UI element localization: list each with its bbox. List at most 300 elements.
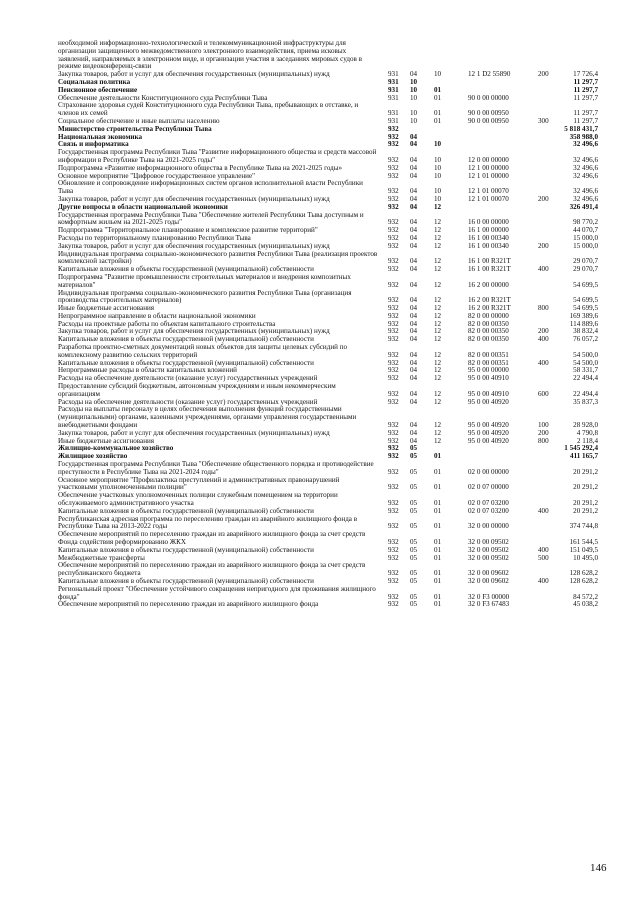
subsection-code: 01 <box>434 569 442 578</box>
row-description: Жилищное хозяйство <box>58 452 128 461</box>
expense-type-code: 800 <box>538 436 549 445</box>
amount: 358 988,0 <box>569 132 598 141</box>
ministry-code: 932 <box>388 569 399 578</box>
amount: 17 726,4 <box>573 70 598 79</box>
row-description: Региональный проект "Обеспечение устойчивого сокращения непригодного для проживания жилищного фонда" <box>58 584 376 601</box>
section-code: 05 <box>410 553 418 562</box>
row-description: Межбюджетные трансферты <box>58 553 145 562</box>
row-description: Предоставление субсидий бюджетным, автономным учреждениям и иным некоммерческим организациям <box>58 382 336 398</box>
target-article-code: 32 0 00 09602 <box>468 576 509 585</box>
subsection-code: 01 <box>434 499 442 508</box>
target-article-code: 16 2 00 R321T <box>468 304 511 313</box>
section-code: 05 <box>410 444 418 453</box>
target-article-code: 82 0 00 00350 <box>468 327 509 336</box>
amount: 5 818 431,7 <box>564 124 598 133</box>
ministry-code: 932 <box>388 467 399 476</box>
target-article-code: 16 0 00 00000 <box>468 218 509 227</box>
amount: 76 057,2 <box>573 335 598 344</box>
row-description: Капитальные вложения в объекты государственной (муниципальной) собственности <box>58 335 314 344</box>
subsection-code: 10 <box>434 155 442 164</box>
amount: 32 496,6 <box>573 155 598 164</box>
expense-type-code: 300 <box>538 116 549 125</box>
row-description: необходимой информационно-технологической и телекоммуникационной инфраструктуры для организации защищенного межведомственного электронного взаимодействия, приема исковых заявлений, направляемых в электронном виде, и организации участия в заседаниях мировых судов в режиме видеоконференц-связи <box>58 39 362 71</box>
target-article-code: 95 0 00 00000 <box>468 366 509 375</box>
amount: 128 628,2 <box>569 576 598 585</box>
section-code: 04 <box>410 319 418 328</box>
ministry-code: 932 <box>388 389 399 398</box>
row-description: Закупка товаров, работ и услуг для обеспечения государственных (муниципальных) нужд <box>58 327 330 336</box>
row-description: Подпрограмма "Развитие промышленности строительных материалов и внедрения композитных материалов" <box>58 272 351 289</box>
row-description: Основное мероприятие "Цифровое государственное управление" <box>58 171 256 180</box>
ministry-code: 932 <box>388 202 399 211</box>
subsection-code: 01 <box>434 109 442 118</box>
section-code: 04 <box>410 140 418 149</box>
amount: 35 837,3 <box>573 397 598 406</box>
amount: 45 038,2 <box>573 600 598 609</box>
section-code: 04 <box>410 257 418 266</box>
ministry-code: 932 <box>388 522 399 531</box>
expense-type-code: 400 <box>538 576 549 585</box>
table-row <box>58 71 598 79</box>
target-article-code: 02 0 00 00000 <box>468 467 509 476</box>
subsection-code: 10 <box>434 70 442 79</box>
subsection-code: 12 <box>434 428 442 437</box>
ministry-code: 932 <box>388 592 399 601</box>
section-code: 04 <box>410 436 418 445</box>
expense-type-code: 400 <box>538 545 549 554</box>
subsection-code: 10 <box>434 187 442 196</box>
section-code: 04 <box>410 397 418 406</box>
subsection-code: 01 <box>434 553 442 562</box>
amount: 11 297,7 <box>573 116 598 125</box>
budget-table <box>58 40 598 609</box>
row-description: Обеспечение мероприятий по переселению граждан из аварийного жилищного фонда за счет средств республиканского бюджета <box>58 561 366 578</box>
target-article-code: 02 0 07 00000 <box>468 483 509 492</box>
ministry-code: 932 <box>388 187 399 196</box>
row-description: Национальная экономика <box>58 132 143 141</box>
subsection-code: 12 <box>434 327 442 336</box>
subsection-code: 01 <box>434 600 442 609</box>
section-code: 04 <box>410 428 418 437</box>
row-description: Обеспечение мероприятий по переселению граждан из аварийного жилищного фонда <box>58 600 319 609</box>
target-article-code: 16 1 00 00000 <box>468 226 509 235</box>
amount: 11 297,7 <box>573 77 598 86</box>
row-description: Расходы на обеспечение деятельности (оказание услуг) государственных учреждений <box>58 397 318 406</box>
section-code: 05 <box>410 522 418 531</box>
amount: 28 928,0 <box>573 421 598 430</box>
subsection-code: 01 <box>434 576 442 585</box>
expense-type-code: 500 <box>538 553 549 562</box>
section-code: 05 <box>410 506 418 515</box>
target-article-code: 95 0 00 40920 <box>468 436 509 445</box>
row-description: Разработка проектно-сметных документаций новых объектов для защиты целевых субсидий по комплексному развитию сельских территорий <box>58 343 348 359</box>
target-article-code: 95 0 00 40920 <box>468 421 509 430</box>
amount: 44 070,7 <box>573 226 598 235</box>
amount: 161 544,5 <box>569 538 598 546</box>
subsection-code: 12 <box>434 358 442 367</box>
subsection-code: 01 <box>434 545 442 554</box>
row-description: Индивидуальная программа социально-экономического развития Республики Тыва (организация производства строительных материалов) <box>58 288 352 305</box>
target-article-code: 32 0 00 09502 <box>468 545 509 554</box>
amount: 54 699,5 <box>573 304 598 313</box>
row-description: Основное мероприятие "Профилактика преступлений и административных правонарушений участковыми уполномоченными полиции" <box>58 475 340 492</box>
row-description: Капитальные вложения в объекты государственной (муниципальной) собственности <box>58 545 314 554</box>
target-article-code: 95 0 00 40910 <box>468 374 509 383</box>
section-code: 04 <box>410 187 418 196</box>
ministry-code: 932 <box>388 124 399 133</box>
section-code: 04 <box>410 350 418 359</box>
subsection-code: 10 <box>434 163 442 172</box>
row-description: Расходы на проектные работы по объектам капитального строительства <box>58 319 276 328</box>
amount: 54 500,0 <box>573 358 598 367</box>
expense-type-code: 800 <box>538 304 549 313</box>
ministry-code: 932 <box>388 452 399 461</box>
subsection-code: 12 <box>434 374 442 383</box>
target-article-code: 90 0 00 00000 <box>468 93 509 102</box>
section-code: 04 <box>410 421 418 430</box>
subsection-code: 12 <box>434 233 442 242</box>
ministry-code: 932 <box>388 132 399 141</box>
section-code: 04 <box>410 374 418 383</box>
section-code: 10 <box>410 116 418 125</box>
table-row <box>58 461 598 477</box>
section-code: 05 <box>410 499 418 508</box>
ministry-code: 932 <box>388 304 399 313</box>
expense-type-code: 200 <box>538 428 549 437</box>
ministry-code: 932 <box>388 428 399 437</box>
expense-type-code: 200 <box>538 327 549 336</box>
target-article-code: 95 0 00 40910 <box>468 389 509 398</box>
amount: 20 291,2 <box>573 506 598 515</box>
amount: 32 496,6 <box>573 163 598 172</box>
ministry-code: 932 <box>388 155 399 164</box>
section-code: 04 <box>410 218 418 227</box>
target-article-code: 90 0 00 00950 <box>468 116 509 125</box>
subsection-code: 12 <box>434 366 442 375</box>
row-description: Социальная политика <box>58 77 131 86</box>
subsection-code: 01 <box>434 452 442 461</box>
target-article-code: 82 0 00 00351 <box>468 350 509 359</box>
section-code: 04 <box>410 155 418 164</box>
target-article-code: 82 0 00 00000 <box>468 311 509 320</box>
ministry-code: 932 <box>388 296 399 305</box>
target-article-code: 02 0 07 03200 <box>468 499 509 508</box>
subsection-code: 12 <box>434 350 442 359</box>
section-code: 10 <box>410 109 418 118</box>
subsection-code: 12 <box>434 226 442 235</box>
amount: 84 572,2 <box>573 592 598 601</box>
subsection-code: 10 <box>434 140 442 149</box>
ministry-code: 932 <box>388 506 399 515</box>
subsection-code: 12 <box>434 335 442 344</box>
table-row <box>58 477 598 493</box>
target-article-code: 12 1 01 00070 <box>468 194 509 203</box>
expense-type-code: 400 <box>538 506 549 515</box>
ministry-code: 932 <box>388 553 399 562</box>
target-article-code: 16 2 00 00000 <box>468 280 509 289</box>
table-row <box>58 586 598 602</box>
subsection-code: 12 <box>434 436 442 445</box>
section-code: 10 <box>410 77 418 86</box>
row-description: Капитальные вложения в объекты государственной (муниципальной) собственности <box>58 576 314 585</box>
row-description: Министерство строительства Республики Тыва <box>58 124 212 133</box>
section-code: 10 <box>410 93 418 102</box>
ministry-code: 932 <box>388 335 399 344</box>
section-code: 05 <box>410 600 418 609</box>
expense-type-code: 400 <box>538 265 549 274</box>
subsection-code: 12 <box>434 218 442 227</box>
ministry-code: 931 <box>388 116 399 125</box>
amount: 58 331,7 <box>573 366 598 375</box>
table-row <box>58 290 598 306</box>
row-description: Республиканская адресная программа по переселению граждан из аварийного жилищного фонда в Республике Тыва на 2013-2022 годы <box>58 514 358 531</box>
target-article-code: 32 0 00 09602 <box>468 569 509 578</box>
target-article-code: 82 0 00 00351 <box>468 358 509 367</box>
subsection-code: 12 <box>434 397 442 406</box>
subsection-code: 01 <box>434 85 442 94</box>
target-article-code: 32 0 F3 00000 <box>468 592 510 601</box>
target-article-code: 32 0 00 00000 <box>468 522 509 531</box>
section-code: 04 <box>410 358 418 367</box>
amount: 32 496,6 <box>573 140 598 149</box>
ministry-code: 931 <box>388 93 399 102</box>
amount: 169 389,6 <box>569 311 598 320</box>
subsection-code: 12 <box>434 389 442 398</box>
ministry-code: 932 <box>388 241 399 250</box>
target-article-code: 95 0 00 40920 <box>468 397 509 406</box>
table-row <box>58 601 598 609</box>
subsection-code: 01 <box>434 538 442 546</box>
row-description: Закупка товаров, работ и услуг для обеспечения государственных (муниципальных) нужд <box>58 428 330 437</box>
amount: 10 495,0 <box>573 553 598 562</box>
amount: 54 699,5 <box>573 280 598 289</box>
table-row <box>58 79 598 87</box>
ministry-code: 932 <box>388 257 399 266</box>
expense-type-code: 400 <box>538 358 549 367</box>
ministry-code: 931 <box>388 77 399 86</box>
table-row <box>58 383 598 399</box>
amount: 20 291,2 <box>573 467 598 476</box>
section-code: 04 <box>410 366 418 375</box>
ministry-code: 932 <box>388 358 399 367</box>
section-code: 10 <box>410 85 418 94</box>
ministry-code: 932 <box>388 140 399 149</box>
ministry-code: 932 <box>388 350 399 359</box>
amount: 29 070,7 <box>573 257 598 266</box>
row-description: Капитальные вложения в объекты государственной (муниципальной) собственности <box>58 506 314 515</box>
row-description: Закупка товаров, работ и услуг для обеспечения государственных (муниципальных) нужд <box>58 241 330 250</box>
target-article-code: 32 0 F3 67483 <box>468 600 510 609</box>
amount: 32 496,6 <box>573 171 598 180</box>
row-description: Связь и информатика <box>58 140 129 149</box>
subsection-code: 12 <box>434 319 442 328</box>
amount: 11 297,7 <box>573 85 598 94</box>
row-description: Государственная программа Республики Тыва "Обеспечение жителей Республики Тыва доступным и комфортным жильем на 2021-2025 годы" <box>58 210 364 227</box>
amount: 20 291,2 <box>573 499 598 508</box>
ministry-code: 932 <box>388 327 399 336</box>
subsection-code: 12 <box>434 241 442 250</box>
amount: 54 699,5 <box>573 296 598 305</box>
row-description: Пенсионное обеспечение <box>58 85 138 94</box>
table-row <box>58 445 598 453</box>
amount: 1 545 292,4 <box>564 444 598 453</box>
target-article-code: 32 0 00 09502 <box>468 553 509 562</box>
row-description: Подпрограмма «Развитие информационного общества в Республике Тыва на 2021-2025 годы» <box>58 163 343 172</box>
amount: 374 744,8 <box>569 522 598 531</box>
section-code: 05 <box>410 483 418 492</box>
section-code: 04 <box>410 233 418 242</box>
target-article-code: 16 2 00 R321T <box>468 296 511 305</box>
section-code: 05 <box>410 569 418 578</box>
row-description: Страхование здоровья судей Конституционного суда Республики Тыва, пребывающих в отставке, и членов их семей <box>58 101 359 118</box>
ministry-code: 932 <box>388 218 399 227</box>
ministry-code: 932 <box>388 436 399 445</box>
ministry-code: 932 <box>388 226 399 235</box>
row-description: Государственная программа Республики Тыва "Обеспечение общественного порядка и противодействие преступности в Республике Тыва на 2021-2024 годы" <box>58 460 374 476</box>
subsection-code: 01 <box>434 93 442 102</box>
ministry-code: 932 <box>388 538 399 546</box>
section-code: 05 <box>410 545 418 554</box>
section-code: 04 <box>410 171 418 180</box>
row-description: Обеспечение мероприятий по переселению граждан из аварийного жилищного фонда за счет средств Фонда содействия реформированию ЖКХ <box>58 530 366 546</box>
target-article-code: 16 1 00 00340 <box>468 233 509 242</box>
ministry-code: 932 <box>388 319 399 328</box>
amount: 98 770,2 <box>573 218 598 227</box>
ministry-code: 932 <box>388 311 399 320</box>
expense-type-code: 200 <box>538 241 549 250</box>
ministry-code: 932 <box>388 171 399 180</box>
row-description: Непрограммные расходы в области капитальных вложений <box>58 366 237 375</box>
row-description: Капитальные вложения в объекты государственной (муниципальной) собственности <box>58 358 314 367</box>
table-row <box>58 406 598 429</box>
ministry-code: 932 <box>388 545 399 554</box>
table-row <box>58 40 598 71</box>
table-row <box>58 274 598 290</box>
table-row <box>58 516 598 532</box>
amount: 411 165,7 <box>570 452 598 461</box>
ministry-code: 932 <box>388 366 399 375</box>
row-description: Жилищно-коммунальное хозяйство <box>58 444 174 453</box>
section-code: 04 <box>410 327 418 336</box>
table-row <box>58 134 598 142</box>
subsection-code: 01 <box>434 483 442 492</box>
amount: 22 494,4 <box>573 389 598 398</box>
expense-type-code: 400 <box>538 335 549 344</box>
amount: 54 500,0 <box>573 350 598 359</box>
ministry-code: 932 <box>388 280 399 289</box>
page-number: 146 <box>590 862 607 874</box>
row-description: Обеспечение деятельности Конституционного суда Республики Тыва <box>58 93 268 102</box>
amount: 128 628,2 <box>569 569 598 578</box>
subsection-code: 12 <box>434 304 442 313</box>
table-row <box>58 149 598 165</box>
row-description: Расходы на обеспечение деятельности (оказание услуг) государственных учреждений <box>58 374 318 383</box>
amount: 151 049,5 <box>569 545 598 554</box>
amount: 32 496,6 <box>573 194 598 203</box>
expense-type-code: 200 <box>538 70 549 79</box>
amount: 32 496,6 <box>573 187 598 196</box>
row-description: Социальное обеспечение и иные выплаты населению <box>58 116 220 125</box>
expense-type-code: 600 <box>538 389 549 398</box>
ministry-code: 932 <box>388 265 399 274</box>
ministry-code: 932 <box>388 421 399 430</box>
amount: 11 297,7 <box>573 109 598 118</box>
table-row <box>58 492 598 508</box>
ministry-code: 932 <box>388 397 399 406</box>
section-code: 04 <box>410 335 418 344</box>
amount: 4 790,8 <box>576 428 598 437</box>
target-article-code: 12 1 01 00070 <box>468 187 509 196</box>
target-article-code: 12 0 00 00000 <box>468 155 509 164</box>
section-code: 04 <box>410 311 418 320</box>
row-description: Государственная программа Республики Тыва "Развитие информационного общества и средств массовой информации в Республике Тыва на 2021-2025 годы" <box>58 148 377 164</box>
amount: 2 118,4 <box>576 436 598 445</box>
section-code: 04 <box>410 202 418 211</box>
section-code: 05 <box>410 592 418 601</box>
target-article-code: 16 1 00 00340 <box>468 241 509 250</box>
row-description: Закупка товаров, работ и услуг для обеспечения государственных (муниципальных) нужд <box>58 194 330 203</box>
ministry-code: 932 <box>388 444 399 453</box>
table-row <box>58 102 598 118</box>
row-description: Расходы по территориальному планированию Республики Тыва <box>58 233 251 242</box>
expense-type-code: 200 <box>538 194 549 203</box>
ministry-code: 932 <box>388 600 399 609</box>
section-code: 05 <box>410 467 418 476</box>
amount: 326 491,4 <box>569 202 598 211</box>
table-row <box>58 251 598 267</box>
subsection-code: 12 <box>434 421 442 430</box>
ministry-code: 931 <box>388 70 399 79</box>
subsection-code: 01 <box>434 506 442 515</box>
target-article-code: 90 0 00 00950 <box>468 109 509 118</box>
table-row <box>58 562 598 578</box>
subsection-code: 01 <box>434 592 442 601</box>
ministry-code: 931 <box>388 109 399 118</box>
section-code: 04 <box>410 226 418 235</box>
subsection-code: 12 <box>434 311 442 320</box>
row-description: Обновление и сопровождение информационных систем органов исполнительной власти Республики Тыва <box>58 179 363 196</box>
subsection-code: 01 <box>434 522 442 531</box>
row-description: Капитальные вложения в объекты государственной (муниципальной) собственности <box>58 265 314 274</box>
subsection-code: 12 <box>434 257 442 266</box>
row-description: Иные бюджетные ассигнования <box>58 436 155 445</box>
target-article-code: 12 1 01 00000 <box>468 171 509 180</box>
subsection-code: 12 <box>434 296 442 305</box>
amount: 11 297,7 <box>573 93 598 102</box>
ministry-code: 932 <box>388 163 399 172</box>
section-code: 04 <box>410 194 418 203</box>
target-article-code: 12 1 D2 55890 <box>468 70 511 79</box>
row-description: Индивидуальная программа социально-экономического развития Республики Тыва (реализация проектов комплексной застройки) <box>58 249 378 266</box>
target-article-code: 02 0 07 03200 <box>468 506 509 515</box>
target-article-code: 16 1 00 R321T <box>468 257 511 266</box>
row-description: Обеспечение участковых уполномоченных полиции служебным помещением на территории обслуживаемого административного участка <box>58 491 338 508</box>
table-row <box>58 344 598 360</box>
section-code: 04 <box>410 163 418 172</box>
section-code: 05 <box>410 452 418 461</box>
section-code: 05 <box>410 538 418 546</box>
amount: 29 070,7 <box>573 265 598 274</box>
section-code: 04 <box>410 265 418 274</box>
row-description: Другие вопросы в области национальной экономики <box>58 202 228 211</box>
target-article-code: 16 1 00 R321T <box>468 265 511 274</box>
section-code: 04 <box>410 296 418 305</box>
section-code: 04 <box>410 304 418 313</box>
ministry-code: 932 <box>388 483 399 492</box>
ministry-code: 931 <box>388 85 399 94</box>
subsection-code: 10 <box>434 171 442 180</box>
subsection-code: 12 <box>434 265 442 274</box>
